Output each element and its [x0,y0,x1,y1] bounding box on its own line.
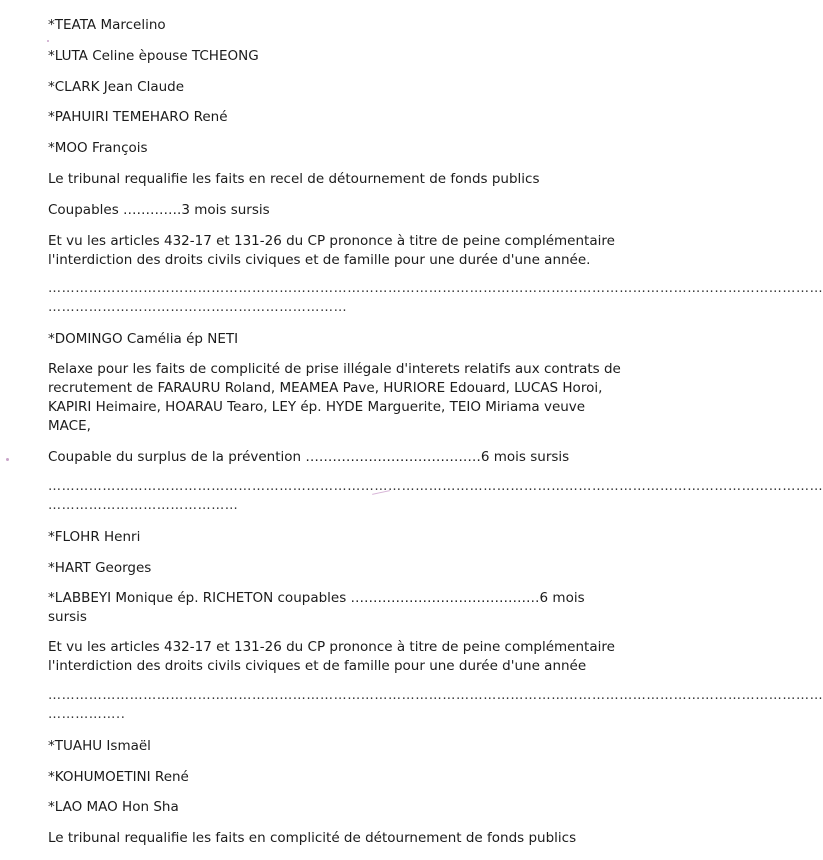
sentence-line: Coupable du surplus de la prévention …………………………………6 mois sursis [48,449,570,465]
scan-speck [6,458,9,461]
ruling-text: Le tribunal requalifie les faits en recel de détournement de fonds publics [48,171,540,187]
ruling-text: Et vu les articles 432-17 et 131-26 du CP prononce à titre de peine complémentaire [48,639,615,655]
dotted-separator: …………….. [48,707,126,722]
ruling-text: l'interdiction des droits civils civiques et de famille pour une durée d'une année. [48,252,591,268]
dotted-separator: …………………………………… [48,498,239,513]
sentence-line: Coupables ………….3 mois sursis [48,202,270,218]
defendant-name: *HART Georges [48,560,152,576]
defendant-name: *PAHUIRI TEMEHARO René [48,109,228,125]
scan-speck [47,40,49,42]
ruling-text: KAPIRI Heimaire, HOARAU Tearo, LEY ép. HYDE Marguerite, TEIO Miriama veuve [48,399,586,415]
sentence-line: sursis [48,609,87,625]
dotted-separator: ………………………………………………………… [48,300,348,315]
defendant-name: *LUTA Celine èpouse TCHEONG [48,48,259,64]
defendant-name: *LAO MAO Hon Sha [48,799,179,815]
dotted-separator: ……………………………………………………………………………………………………………………………………………………… [48,479,823,494]
defendant-name: *TEATA Marcelino [48,17,166,33]
ruling-text: Le tribunal requalifie les faits en complicité de détournement de fonds publics [48,830,577,846]
ruling-text: Relaxe pour les faits de complicité de prise illégale d'interets relatifs aux contrats de [48,361,621,377]
defendant-name: *DOMINGO Camélia ép NETI [48,331,239,347]
ruling-text: Et vu les articles 432-17 et 131-26 du CP prononce à titre de peine complémentaire [48,233,615,249]
dotted-separator: ……………………………………………………………………………………………………………………………………………………… [48,281,823,296]
ruling-text: MACE, [48,418,91,434]
ruling-text: l'interdiction des droits civils civiques et de famille pour une durée d'une année [48,658,587,674]
defendant-name: *MOO François [48,140,148,156]
defendant-name: *TUAHU Ismaël [48,738,151,754]
ruling-text: recrutement de FARAURU Roland, MEAMEA Pave, HURIORE Edouard, LUCAS Horoi, [48,380,603,396]
defendant-name: *CLARK Jean Claude [48,79,185,95]
dotted-separator: ……………………………………………………………………………………………………………………………………………………… [48,688,823,703]
defendant-name: *FLOHR Henri [48,529,141,545]
defendant-name: *KOHUMOETINI René [48,769,189,785]
sentence-line: *LABBEYI Monique ép. RICHETON coupables ……………………………………6 mois [48,590,585,606]
